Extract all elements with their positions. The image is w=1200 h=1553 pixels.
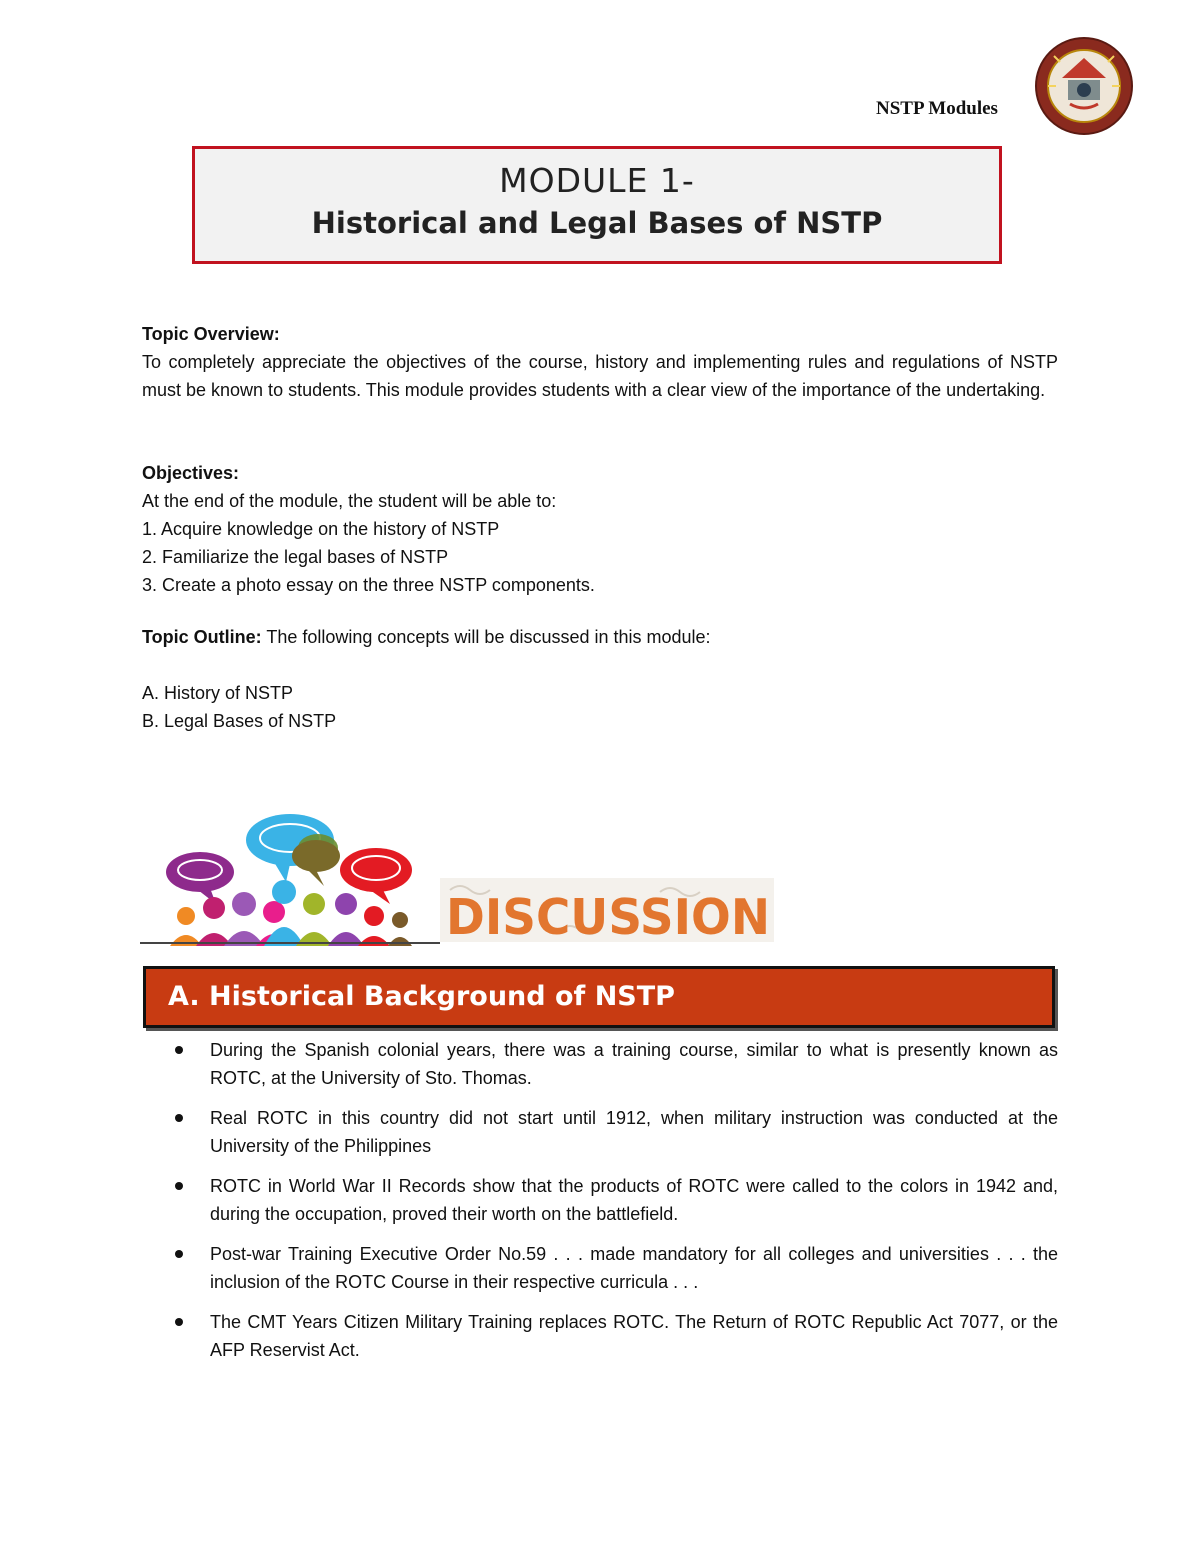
bullet-icon bbox=[175, 1114, 183, 1122]
module-title-box bbox=[192, 146, 1002, 264]
topic-outline-text: The following concepts will be discussed in this module: bbox=[261, 627, 711, 647]
bullet-text: ROTC in World War II Records show that the products of ROTC were called to the colors in 1942 and, during the occupation, proved their worth on the battlefield. bbox=[210, 1176, 1058, 1224]
bullet-icon bbox=[175, 1250, 183, 1258]
bullet-text: Post-war Training Executive Order No.59 . . . made mandatory for all colleges and universities . . . the inclusion of the ROTC Course in their respective curricula . . . bbox=[210, 1244, 1058, 1292]
bullet-text: The CMT Years Citizen Military Training replaces ROTC. The Return of ROTC Republic Act 7077, or the AFP Reservist Act. bbox=[210, 1312, 1058, 1360]
topic-outline bbox=[142, 623, 1058, 735]
bullet-text: During the Spanish colonial years, there was a training course, similar to what is presently known as ROTC, at the University of Sto. Thomas. bbox=[210, 1040, 1058, 1088]
objective-item: 1. Acquire knowledge on the history of NSTP bbox=[142, 519, 500, 539]
section-header bbox=[143, 966, 1055, 1028]
objective-item: 2. Familiarize the legal bases of NSTP bbox=[142, 547, 449, 567]
topic-overview-heading: Topic Overview: bbox=[142, 324, 280, 344]
outline-item: A. History of NSTP bbox=[142, 683, 294, 703]
bullet-icon bbox=[175, 1318, 183, 1326]
topic-outline-heading: Topic Outline: bbox=[142, 627, 262, 647]
list-item bbox=[142, 1172, 1058, 1228]
module-title: Historical and Legal Bases of NSTP bbox=[311, 206, 883, 240]
header-title: NSTP Modules bbox=[876, 98, 998, 119]
outline-item: B. Legal Bases of NSTP bbox=[142, 711, 337, 731]
list-item bbox=[142, 1308, 1058, 1364]
bullet-text: Real ROTC in this country did not start until 1912, when military instruction was conducted at the University of the Philippines bbox=[210, 1108, 1058, 1156]
objectives-heading: Objectives: bbox=[142, 463, 240, 483]
bullet-icon bbox=[175, 1046, 183, 1054]
history-bullet-list bbox=[142, 1036, 1058, 1376]
speech-bubble-icon bbox=[166, 852, 234, 904]
bullet-icon bbox=[175, 1182, 183, 1190]
module-number: MODULE 1- bbox=[499, 161, 695, 200]
topic-overview-text: To completely appreciate the objectives of the course, history and implementing rules and regulations of NSTP must be known to students. This module provides students with a clear view of the importance of the undertaking. bbox=[142, 352, 1058, 400]
list-item bbox=[142, 1104, 1058, 1160]
section-title: A. Historical Background of NSTP bbox=[168, 981, 675, 1012]
discussion-label: DISCUSSION bbox=[446, 889, 770, 946]
objectives-intro: At the end of the module, the student will be able to: bbox=[142, 491, 557, 511]
objectives bbox=[142, 459, 1058, 599]
list-item bbox=[142, 1240, 1058, 1296]
objective-item: 3. Create a photo essay on the three NSTP components. bbox=[142, 575, 595, 595]
discussion-illustration bbox=[140, 812, 780, 946]
topic-overview bbox=[142, 320, 1058, 404]
list-item bbox=[142, 1036, 1058, 1092]
speech-bubble-icon bbox=[292, 840, 340, 886]
university-seal-logo bbox=[1034, 36, 1134, 136]
